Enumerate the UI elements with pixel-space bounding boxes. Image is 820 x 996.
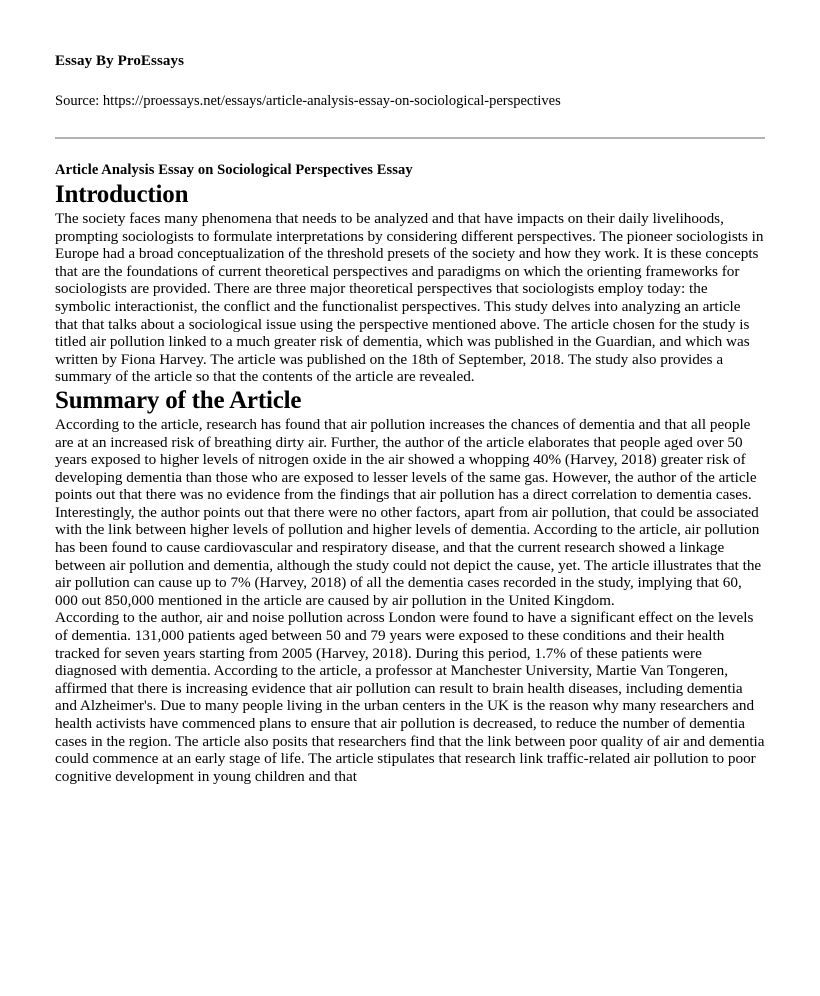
source-url-line: Source: https://proessays.net/essays/article-analysis-essay-on-sociological-perspectives [55,93,561,109]
site-brand: Essay By ProEssays [55,53,185,69]
section-heading-summary: Summary of the Article [55,386,302,414]
section-heading-introduction: Introduction [55,180,189,208]
header-divider [55,137,765,139]
summary-paragraph-1: According to the article, research has found that air pollution increases the chances of dementia and that all people are at an increased risk of breathing dirty air. Further, the author of the article elaborates that people aged over 50 years exposed to higher levels of nitrogen oxide in the air showed a whopping 40% (Harvey, 2018) greater risk of developing dementia than those who are exposed to lesser levels of the same gas. However, the author of the article points out that there was no evidence from the findings that air pollution has a direct correlation to dementia cases. Interestingly, the author points out that there were no other factors, apart from air pollution, that could be associated with the link between higher levels of pollution and higher levels of dementia. According to the article, air pollution has been found to cause cardiovascular and respiratory disease, and that the current research showed a linkage between air pollution and dementia, although the study could not depict the cause, yet. The article illustrates that the air pollution can cause up to 7% (Harvey, 2018) of all the dementia cases recorded in the study, implying that 60, 000 out 850,000 mentioned in the article are caused by air pollution in the United Kingdom. [55,415,762,609]
document-title: Article Analysis Essay on Sociological Perspectives Essay [55,162,413,179]
summary-paragraph-2: According to the author, air and noise pollution across London were found to have a significant effect on the levels of dementia. 131,000 patients aged between 50 and 79 years were exposed to these conditions and their health tracked for seven years starting from 2005 (Harvey, 2018). During this period, 1.7% of these patients were diagnosed with dementia. According to the article, a professor at Manchester University, Martie Van Tongeren, affirmed that there is increasing evidence that air pollution can result to brain health diseases, including dementia and Alzheimer's. Due to many people living in the urban centers in the UK is the reason why many researchers and health activists have commenced plans to ensure that air pollution is decreased, to reduce the number of dementia cases in the region. The article also posits that researchers find that the link between poor quality of air and dementia could commence at an early stage of life. The article stipulates that research link traffic-related air pollution to poor cognitive development in young children and that [55,609,765,785]
introduction-paragraph: The society faces many phenomena that needs to be analyzed and that have impacts on their daily livelihoods, prompting sociologists to formulate interpretations by considering different perspectives. The pioneer sociologists in Europe had a broad conceptualization of the threshold presets of the society and how they work. It is these concepts that are the foundations of current theoretical perspectives and paradigms on which the orienting frameworks for sociologists are provided. There are three major theoretical perspectives that sociologists employ today: the symbolic interactionist, the conflict and the functionalist perspectives. This study delves into analyzing an article that that talks about a sociological issue using the perspective mentioned above. The article chosen for the study is titled air pollution linked to a much greater risk of dementia, which was published in the Guardian, and which was written by Fiona Harvey. The article was published on the 18th of September, 2018. The study also provides a summary of the article so that the contents of the article are revealed. [55,209,764,386]
